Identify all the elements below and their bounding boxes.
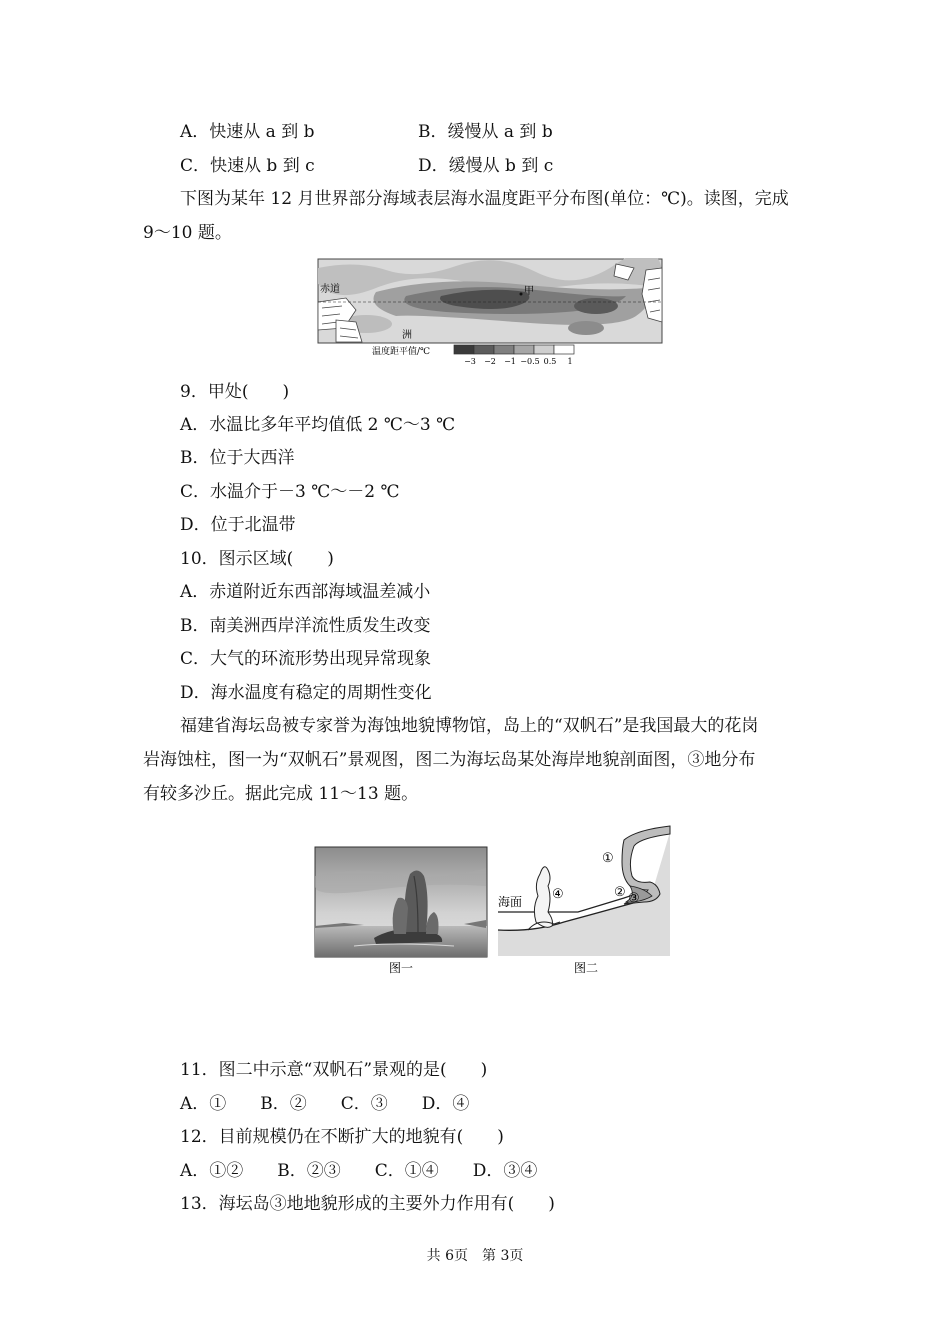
intro-11-13-line1: 福建省海坛岛被专家誉为海蚀地貌博物馆，岛上的“双帆石”是我国最大的花岗 xyxy=(180,716,759,736)
q10-option-b: B．南美洲西岸洋流性质发生改变 xyxy=(180,616,431,636)
legend-title: 温度距平值/℃ xyxy=(372,347,431,357)
figure-2-profile xyxy=(494,822,674,980)
marker-3: ③ xyxy=(628,891,640,906)
legend-tick-label: 1 xyxy=(567,357,573,366)
q9-option-d: D．位于北温带 xyxy=(180,515,296,535)
q9-option-b: B．位于大西洋 xyxy=(180,448,295,468)
marker-4: ④ xyxy=(552,887,564,902)
intro-9-10-line1: 下图为某年 12 月世界部分海域表层海水温度距平分布图(单位：℃)。读图，完成 xyxy=(180,189,789,209)
q10-option-a: A．赤道附近东西部海域温差减小 xyxy=(180,582,431,602)
q8-option-a: A．快速从 a 到 b xyxy=(180,122,315,142)
sea-level-label: 海面 xyxy=(498,895,523,909)
legend-tick-label: 0.5 xyxy=(543,357,557,366)
legend-tick-label: −3 xyxy=(464,357,476,366)
q9-option-a: A．水温比多年平均值低 2 ℃～3 ℃ xyxy=(180,415,456,435)
marker-2: ② xyxy=(614,885,626,900)
sst-anomaly-map xyxy=(316,258,666,370)
intro-11-13-line2: 岩海蚀柱，图一为“双帆石”景观图，图二为海坛岛某处海岸地貌剖面图，③地分布 xyxy=(143,750,756,770)
q10-option-c: C．大气的环流形势出现异常现象 xyxy=(180,649,432,669)
legend-tick-label: −1 xyxy=(504,357,516,366)
map-label-jia: 甲 xyxy=(524,286,534,297)
q12-stem: 12．目前规模仍在不断扩大的地貌有( ) xyxy=(180,1127,504,1147)
figure-1-caption: 图一 xyxy=(388,961,414,975)
q9-option-c: C．水温介于－3 ℃～－2 ℃ xyxy=(180,482,400,502)
legend-swatch xyxy=(534,345,554,354)
figure-2-caption: 图二 xyxy=(573,961,599,975)
legend-swatch xyxy=(474,345,494,354)
q8-option-c: C．快速从 b 到 c xyxy=(180,156,315,176)
marker-1: ① xyxy=(602,851,614,866)
intro-9-10-line2: 9～10 题。 xyxy=(143,223,232,243)
q10-option-d: D．海水温度有稳定的周期性变化 xyxy=(180,683,432,703)
page-footer: 共 6页 第 3页 xyxy=(426,1248,524,1264)
q10-stem: 10．图示区域( ) xyxy=(180,549,334,569)
map-label-equator: 赤道 xyxy=(320,284,340,295)
figure-1-photo xyxy=(314,846,488,980)
q8-option-d: D．缓慢从 b 到 c xyxy=(418,156,554,176)
q12-options: A．①② B．②③ C．①④ D．③④ xyxy=(180,1161,538,1181)
legend-tick-label: −2 xyxy=(484,357,496,366)
legend-swatch xyxy=(554,345,574,354)
legend-swatches xyxy=(454,345,574,354)
legend-tick-label: −0.5 xyxy=(520,357,540,366)
intro-11-13-line3: 有较多沙丘。据此完成 11～13 题。 xyxy=(143,784,419,804)
q11-stem: 11．图二中示意“双帆石”景观的是( ) xyxy=(180,1060,488,1080)
legend-swatch xyxy=(514,345,534,354)
q8-option-b: B．缓慢从 a 到 b xyxy=(418,122,553,142)
legend-ticks xyxy=(464,357,572,366)
q13-stem: 13．海坛岛③地地貌形成的主要外力作用有( ) xyxy=(180,1194,555,1214)
q9-stem: 9．甲处( ) xyxy=(180,382,290,402)
map-label-zhou: 洲 xyxy=(402,330,412,341)
q11-options: A．① B．② C．③ D．④ xyxy=(180,1094,470,1114)
legend-swatch xyxy=(494,345,514,354)
legend-swatch xyxy=(454,345,474,354)
